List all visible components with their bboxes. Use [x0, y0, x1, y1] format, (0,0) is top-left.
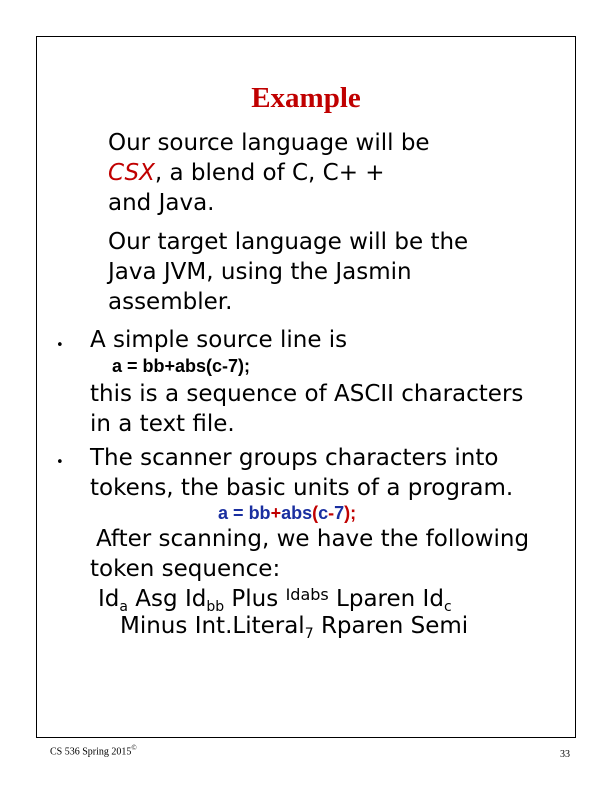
- code-c: c: [318, 503, 329, 523]
- bullet1-desc-line1: this is a sequence of ASCII characters: [90, 381, 524, 407]
- source-line-code: a = bb+abs(c-7);: [112, 356, 251, 376]
- code-eq: =: [233, 503, 244, 523]
- sub-bb: bb: [206, 599, 225, 615]
- code-minus: -: [328, 503, 335, 523]
- token-lparen: Lparen: [336, 586, 416, 612]
- colored-source-line: [218, 503, 356, 524]
- paragraph-source-language: [108, 128, 430, 218]
- p2-line1: Our target language will be the: [108, 229, 469, 255]
- bullet1-desc-line2: in a text file.: [90, 411, 235, 437]
- sub-7: 7: [304, 626, 314, 642]
- bullet2-text: [90, 443, 513, 503]
- p1-line2: , a blend of C, C+ +: [154, 160, 385, 186]
- token-plus: Plus: [231, 586, 279, 612]
- token-id-c: Id: [422, 586, 444, 612]
- bullet2-line1: The scanner groups characters into: [90, 445, 499, 471]
- token-minus: Minus: [120, 613, 188, 639]
- token-semi: Semi: [410, 613, 469, 639]
- code-plus: +: [270, 503, 282, 523]
- bullet-marker-2: •: [56, 455, 64, 470]
- code-semi: ;: [350, 503, 357, 523]
- slide-title: Example: [251, 82, 361, 114]
- csx-term: CSX: [108, 160, 155, 186]
- code-abs: abs: [281, 503, 313, 523]
- code-seven: 7: [334, 503, 345, 523]
- code-a: a: [218, 503, 229, 523]
- footer-course: [50, 744, 137, 757]
- after-line1: After scanning, we have the following: [96, 526, 530, 552]
- token-id-bb: Id: [184, 586, 207, 612]
- p1-line3: and Java.: [108, 190, 215, 216]
- code-bb: bb: [248, 503, 271, 523]
- token-rparen: Rparen: [320, 613, 404, 639]
- p2-line3: assembler.: [108, 289, 233, 315]
- code-rparen: ): [344, 503, 351, 523]
- token-sequence-line2: [120, 611, 468, 649]
- after-line2: token sequence:: [90, 556, 281, 582]
- sub-c: c: [443, 599, 452, 615]
- token-id-a: Id: [98, 586, 120, 612]
- sub-a: a: [119, 599, 128, 615]
- token-id-abs: Id: [285, 585, 301, 604]
- after-scanning-text: [90, 524, 529, 584]
- paragraph-target-language: [108, 227, 468, 317]
- p1-line1: Our source language will be: [108, 130, 430, 156]
- copyright-mark: ©: [131, 744, 137, 752]
- bullet-marker-1: •: [56, 338, 64, 353]
- sub-abs: abs: [300, 585, 329, 604]
- page-number: 33: [560, 749, 570, 760]
- token-asg: Asg: [135, 586, 178, 612]
- bullet2-line2: tokens, the basic units of a program.: [90, 475, 514, 501]
- footer-course-text: CS 536 Spring 2015: [50, 746, 132, 758]
- bullet1-description: [90, 379, 523, 439]
- token-intliteral: Int.Literal: [194, 613, 305, 639]
- p2-line2: Java JVM, using the Jasmin: [108, 259, 412, 285]
- code-lparen: (: [312, 503, 319, 523]
- bullet1-text: A simple source line is: [90, 327, 348, 353]
